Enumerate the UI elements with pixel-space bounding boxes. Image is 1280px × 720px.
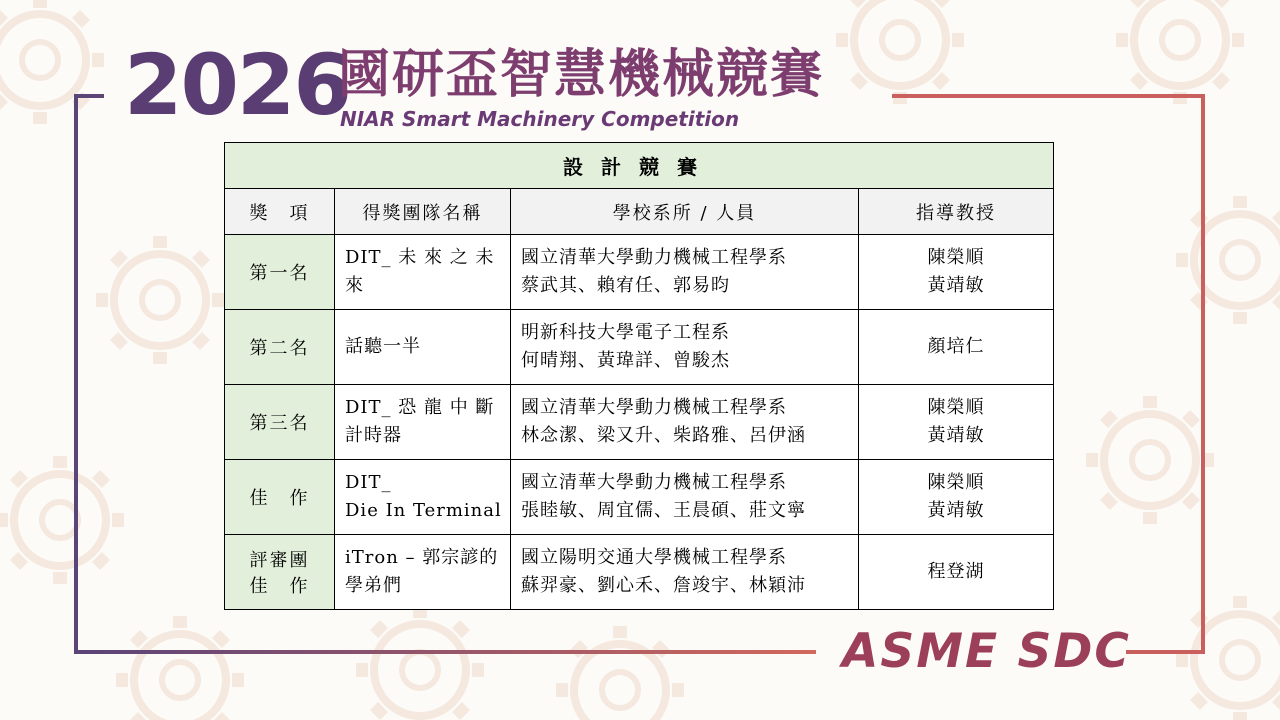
- school-dept: 明新科技大學電子工程系: [521, 322, 730, 343]
- team-cell: [335, 310, 511, 385]
- advisor-name: 黃靖敏: [927, 425, 985, 446]
- advisor-name: 顏培仁: [927, 336, 985, 357]
- column-header-advisor: 指導教授: [859, 189, 1054, 235]
- event-title-en: NIAR Smart Machinery Competition: [340, 107, 740, 131]
- table-row: [225, 385, 1054, 460]
- team-members: 張睦敏、周宜儒、王晨碩、莊文寧: [521, 500, 806, 521]
- school-cell: [511, 535, 859, 610]
- school-dept: 國立清華大學動力機械工程學系: [521, 472, 787, 493]
- results-table: [224, 142, 1054, 610]
- team-members: 何晴翔、黃瑋詳、曾駿杰: [521, 350, 730, 371]
- advisor-cell: [859, 460, 1054, 535]
- school-cell: [511, 310, 859, 385]
- award-cell: [225, 310, 335, 385]
- advisor-name: 陳榮順: [927, 472, 985, 493]
- team-name: DIT_ 未 來 之 未: [345, 247, 495, 268]
- team-cell: [335, 235, 511, 310]
- school-dept: 國立陽明交通大學機械工程學系: [521, 547, 787, 568]
- school-dept: 國立清華大學動力機械工程學系: [521, 247, 787, 268]
- team-cell: [335, 460, 511, 535]
- award-label: 第一名: [249, 263, 310, 284]
- school-cell: [511, 385, 859, 460]
- team-name: DIT_ 恐 龍 中 斷: [345, 397, 495, 418]
- team-name: Die In Terminal: [345, 500, 502, 521]
- table-row: [225, 310, 1054, 385]
- team-name: 計時器: [345, 425, 402, 446]
- advisor-cell: [859, 310, 1054, 385]
- team-cell: [335, 535, 511, 610]
- column-header-team: 得獎團隊名稱: [335, 189, 511, 235]
- award-label: 佳 作: [249, 488, 310, 509]
- team-name: 話聽一半: [345, 336, 421, 357]
- advisor-cell: [859, 535, 1054, 610]
- advisor-name: 陳榮順: [927, 397, 985, 418]
- award-label: 第二名: [249, 338, 310, 359]
- team-members: 蘇羿豪、劉心禾、詹竣宇、林穎沛: [521, 575, 806, 596]
- advisor-cell: [859, 235, 1054, 310]
- advisor-cell: [859, 385, 1054, 460]
- footer-brand: ASME SDC: [842, 624, 1131, 679]
- event-title-zh: 國研盃智慧機械競賽: [338, 45, 825, 105]
- advisor-name: 黃靖敏: [927, 275, 985, 296]
- award-label: 評審團: [249, 550, 310, 571]
- team-name: 來: [345, 275, 364, 296]
- award-cell: [225, 235, 335, 310]
- advisor-name: 程登湖: [927, 561, 985, 582]
- table-row: [225, 235, 1054, 310]
- award-cell: [225, 460, 335, 535]
- award-label: 第三名: [249, 413, 310, 434]
- award-cell: [225, 535, 335, 610]
- table-row: [225, 535, 1054, 610]
- column-header-award: 獎 項: [225, 189, 335, 235]
- team-cell: [335, 385, 511, 460]
- team-name: DIT_: [345, 472, 392, 493]
- advisor-name: 黃靖敏: [927, 500, 985, 521]
- team-members: 林念潔、梁又升、柴路雅、呂伊涵: [521, 425, 806, 446]
- team-name: 學弟們: [345, 575, 402, 596]
- school-dept: 國立清華大學動力機械工程學系: [521, 397, 787, 418]
- award-label: 佳 作: [249, 576, 310, 597]
- section-title: 設計競賽: [225, 143, 1054, 189]
- school-cell: [511, 235, 859, 310]
- award-cell: [225, 385, 335, 460]
- event-year: 2026: [124, 36, 350, 134]
- table-row: [225, 460, 1054, 535]
- header-row: [225, 189, 1054, 235]
- team-name: iTron – 郭宗諺的: [345, 547, 499, 568]
- column-header-school: 學校系所 / 人員: [511, 189, 859, 235]
- school-cell: [511, 460, 859, 535]
- advisor-name: 陳榮順: [927, 247, 985, 268]
- team-members: 蔡武其、賴宥任、郭易昀: [521, 275, 730, 296]
